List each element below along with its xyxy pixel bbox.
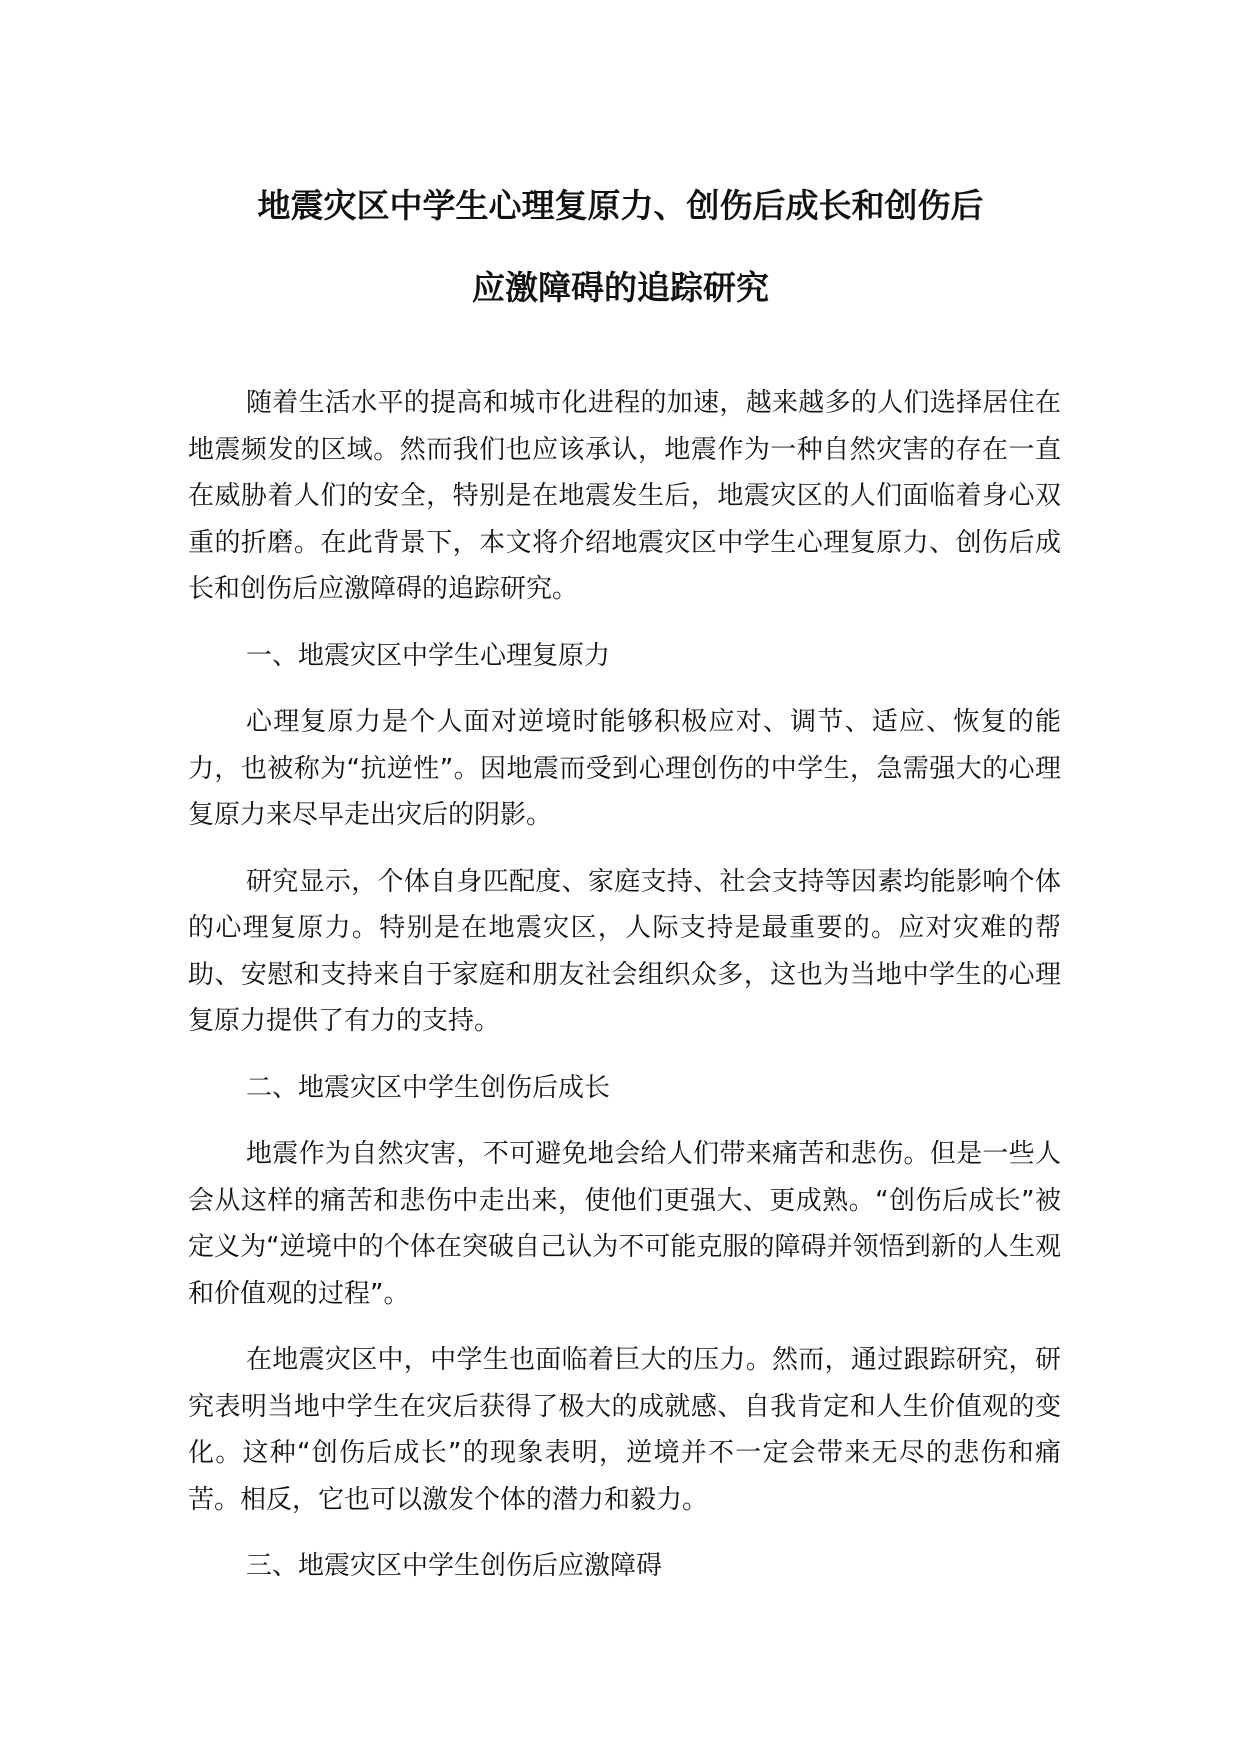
- section-2-heading: 二、地震灾区中学生创伤后成长: [246, 1072, 611, 1103]
- document-title-line-2: 应激障碍的追踪研究: [472, 268, 769, 307]
- section-2-paragraph-2: 在地震灾区中，中学生也面临着巨大的压力。然而，通过跟踪研究，研究表明当地中学生在灾后获得了极大的成就感、自我肯定和人生价值观的变化。这种“创伤后成长”的现象表明，逆境并不一定会带来无尽的悲伤和痛苦。相反，它也可以激发个体的潜力和毅力。: [188, 1345, 1061, 1515]
- intro-paragraph: 随着生活水平的提高和城市化进程的加速，越来越多的人们选择居住在地震频发的区域。然而我们也应该承认，地震作为一种自然灾害的存在一直在威胁着人们的安全，特别是在地震发生后，地震灾区的人们面临着身心双重的折磨。在此背景下，本文将介绍地震灾区中学生心理复原力、创伤后成长和创伤后应激障碍的追踪研究。: [188, 388, 1061, 604]
- section-1-heading: 一、地震灾区中学生心理复原力: [246, 640, 611, 671]
- section-1-paragraph-2: 研究显示，个体自身匹配度、家庭支持、社会支持等因素均能影响个体的心理复原力。特别是在地震灾区，人际支持是最重要的。应对灾难的帮助、安慰和支持来自于家庭和朋友社会组织众多，这也为当地中学生的心理复原力提供了有力的支持。: [188, 866, 1061, 1036]
- document-title-line-1: 地震灾区中学生心理复原力、创伤后成长和创伤后: [257, 186, 984, 225]
- section-1-paragraph-1: 心理复原力是个人面对逆境时能够积极应对、调节、适应、恢复的能力，也被称为“抗逆性”。因地震而受到心理创伤的中学生，急需强大的心理复原力来尽早走出灾后的阴影。: [188, 707, 1061, 830]
- section-2-paragraph-1: 地震作为自然灾害，不可避免地会给人们带来痛苦和悲伤。但是一些人会从这样的痛苦和悲伤中走出来，使他们更强大、更成熟。“创伤后成长”被定义为“逆境中的个体在突破自己认为不可能克服的障碍并领悟到新的人生观和价值观的过程”。: [188, 1139, 1061, 1309]
- section-3-heading: 三、地震灾区中学生创伤后应激障碍: [246, 1551, 663, 1581]
- document-body: [188, 380, 1061, 1610]
